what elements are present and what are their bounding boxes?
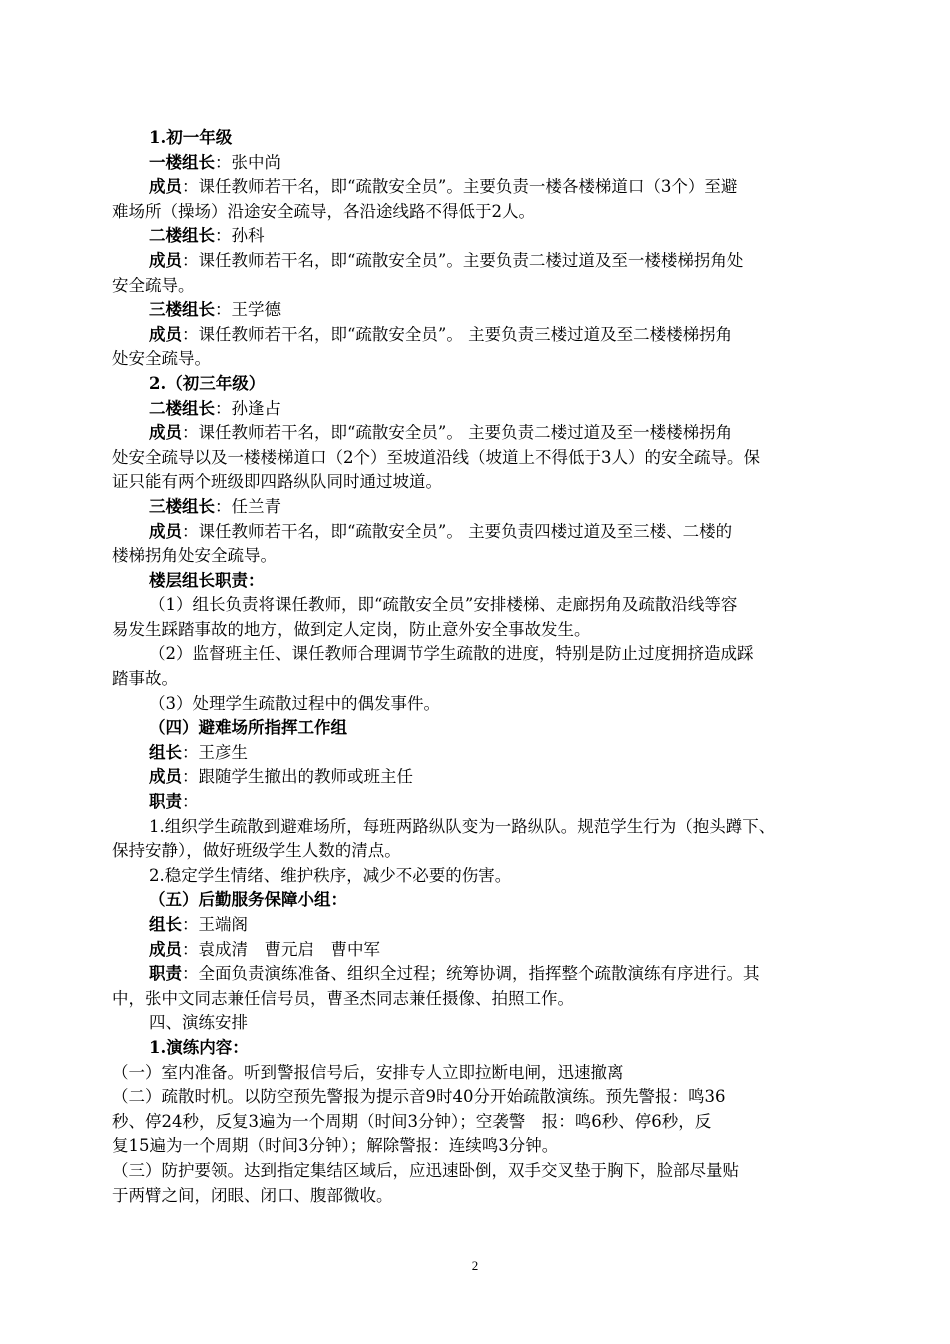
line: （四）避难场所指挥工作组 <box>149 718 347 738</box>
line: （3）处理学生疏散过程中的偶发事件。 <box>149 693 440 713</box>
line: 2.稳定学生情绪、维护秩序，减少不必要的伤害。 <box>149 865 512 885</box>
line: 处安全疏导以及一楼楼梯道口（2个）至坡道沿线（坡道上不得低于3人）的安全疏导。保 <box>112 447 760 467</box>
line: 楼层组长职责： <box>149 570 265 590</box>
line: 1.演练内容： <box>149 1037 249 1057</box>
page-number: 2 <box>471 1258 479 1273</box>
line: 踏事故。 <box>112 669 178 689</box>
line: 2.（初三年级） <box>149 373 266 393</box>
line: 成员：袁成清 曹元启 曹中军 <box>149 939 380 959</box>
line: 楼梯拐角处安全疏导。 <box>112 546 277 566</box>
line: 成员：课任教师若干名，即“疏散安全员”。 主要负责二楼过道及至一楼楼梯拐角 <box>149 423 733 443</box>
line: 1.组织学生疏散到避难场所，每班两路纵队变为一路纵队。规范学生行为（抱头蹲下、 <box>149 816 776 836</box>
line: 保持安静），做好班级学生人数的清点。 <box>112 841 401 861</box>
line: 秒、停24秒，反复3遍为一个周期（时间3分钟）；空袭警 报：鸣6秒、停6秒，反 <box>112 1111 712 1131</box>
line: 成员：课任教师若干名，即“疏散安全员”。主要负责二楼过道及至一楼楼梯拐角处 <box>149 250 744 270</box>
line: 组长：王彦生 <box>149 742 248 762</box>
line: 处安全疏导。 <box>112 349 211 369</box>
line: 难场所（操场）沿途安全疏导，各沿途线路不得低于2人。 <box>112 201 535 221</box>
line: （1）组长负责将课任教师，即“疏散安全员”安排楼梯、走廊拐角及疏散沿线等容 <box>149 595 738 615</box>
line: 中，张中文同志兼任信号员，曹圣杰同志兼任摄像、拍照工作。 <box>112 988 574 1008</box>
line: 复15遍为一个周期（时间3分钟）；解除警报：连续鸣3分钟。 <box>112 1136 559 1156</box>
line: 一楼组长：张中尚 <box>149 152 281 172</box>
line: 成员：课任教师若干名，即“疏散安全员”。 主要负责三楼过道及至二楼楼梯拐角 <box>149 324 733 344</box>
line: 证只能有两个班级即四路纵队同时通过坡道。 <box>112 472 442 492</box>
line: 于两臂之间，闭眼、闭口、腹部微收。 <box>112 1185 393 1205</box>
line: 易发生踩踏事故的地方，做到定人定岗，防止意外安全事故发生。 <box>112 619 591 639</box>
line: 1.初一年级 <box>149 128 233 147</box>
document-body <box>112 126 840 1208</box>
line: 三楼组长：任兰青 <box>149 496 281 516</box>
line: （二）疏散时机。以防空预先警报为提示音9时40分开始疏散演练。预先警报：鸣36 <box>112 1087 726 1107</box>
line: 成员：跟随学生撤出的教师或班主任 <box>149 767 413 787</box>
line: 三楼组长：王学德 <box>149 300 281 320</box>
line: （三）防护要领。达到指定集结区域后，应迅速卧倒，双手交叉垫于胸下，脸部尽量贴 <box>112 1160 739 1180</box>
line: 安全疏导。 <box>112 275 195 295</box>
line: 组长：王端阁 <box>149 915 248 934</box>
line: 成员：课任教师若干名，即“疏散安全员”。主要负责一楼各楼梯道口（3个）至避 <box>149 177 738 197</box>
line: 职责： <box>149 792 199 812</box>
line: 成员：课任教师若干名，即“疏散安全员”。 主要负责四楼过道及至三楼、二楼的 <box>149 521 733 541</box>
line: 四、演练安排 <box>149 1013 248 1033</box>
line: （2）监督班主任、课任教师合理调节学生疏散的进度，特别是防止过度拥挤造成踩 <box>149 644 754 664</box>
line: 二楼组长：孙科 <box>149 226 265 246</box>
line: （一）室内准备。听到警报信号后，安排专人立即拉断电闸，迅速撤离 <box>112 1062 624 1082</box>
line: （五）后勤服务保障小组： <box>149 890 347 910</box>
line: 职责：全面负责演练准备、组织全过程；统筹协调，指挥整个疏散演练有序进行。其 <box>149 964 760 984</box>
line: 二楼组长：孙逢占 <box>149 398 281 418</box>
